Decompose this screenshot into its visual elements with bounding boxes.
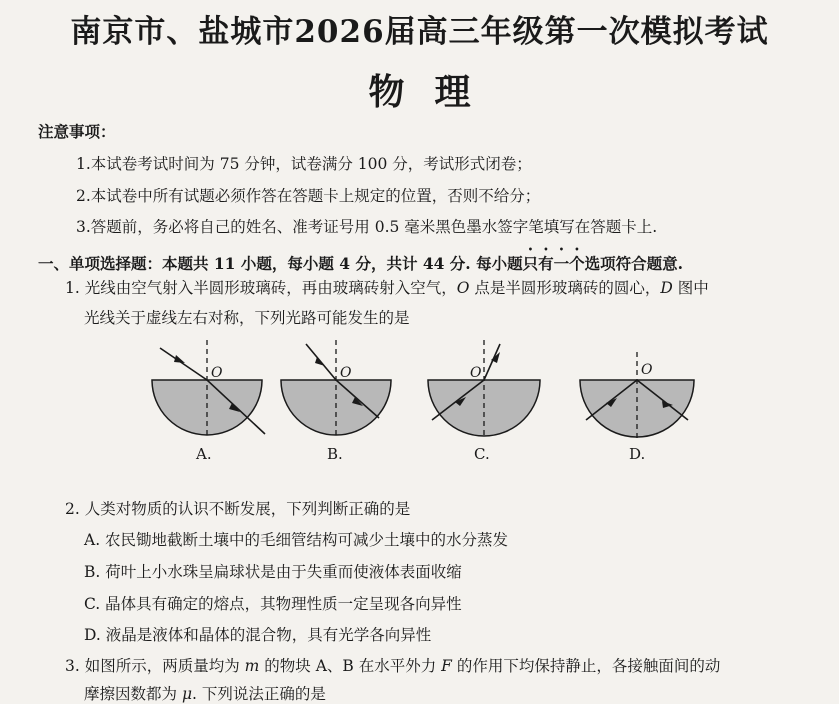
figure-d-label: D. <box>629 445 646 463</box>
figure-a-label: A. <box>196 445 212 463</box>
figure-b-arrow-1 <box>315 357 325 366</box>
q1-var-o: O <box>456 279 470 297</box>
section-heading-emphasis: 只有一个 <box>522 254 585 273</box>
notice-item-2: 2.本试卷中所有试题必须作答在答题卡上规定的位置，否则不给分； <box>76 187 541 205</box>
section-heading <box>38 244 683 274</box>
question-3-line-1 <box>65 654 720 676</box>
q3-text-d: 摩擦因数都为 <box>84 685 182 703</box>
exam-title: 南京市、盐城市2026届高三年级第一次模拟考试 <box>70 14 769 50</box>
section-heading-text: 一、单项选择题：本题共 11 小题，每小题 4 分，共计 44 分. 每小题 <box>38 254 523 273</box>
figure-c-label: C. <box>474 445 490 463</box>
section-heading-tail: 选项符合题意. <box>584 254 684 273</box>
figure-b-label: B. <box>327 445 343 463</box>
optics-figures <box>0 330 839 470</box>
q1-text-a: 1. 光线由空气射入半圆形玻璃砖，再由玻璃砖射入空气， <box>65 279 457 297</box>
q3-text-b: 的物块 A、B 在水平外力 <box>259 657 442 675</box>
figure-a-arrow-1 <box>174 355 185 363</box>
question-2-option-a: A. 农民锄地截断土壤中的毛细管结构可减少土壤中的水分蒸发 <box>84 531 509 549</box>
figure-a <box>152 340 265 463</box>
notice-item-3: 3.答题前，务必将自己的姓名、准考证号用 0.5 毫米黑色墨水签字笔填写在答题卡上. <box>76 218 658 236</box>
question-3-line-2 <box>84 682 326 704</box>
question-1-line-1 <box>65 276 709 298</box>
q1-text-c: 图中 <box>672 279 709 297</box>
figure-c <box>428 340 540 463</box>
q3-var-f: F <box>441 657 452 675</box>
figure-a-incident-ray <box>160 348 207 380</box>
figure-c-refracted-ray <box>484 344 500 380</box>
figure-d <box>580 352 694 463</box>
figure-d-point-o: O <box>641 362 653 378</box>
figure-b <box>281 340 391 463</box>
figure-b-point-o: O <box>340 365 352 381</box>
notice-heading: 注意事项： <box>38 122 116 141</box>
notice-item-1: 1.本试卷考试时间为 75 分钟，试卷满分 100 分，考试形式闭卷； <box>76 155 532 173</box>
q1-text-b: 点是半圆形玻璃砖的圆心， <box>469 279 661 297</box>
question-2-stem: 2. 人类对物质的认识不断发展，下列判断正确的是 <box>65 500 411 518</box>
q3-var-mu: μ <box>181 685 193 703</box>
question-2-option-b: B. 荷叶上小水珠呈扁球状是由于失重而使液体表面收缩 <box>84 563 462 581</box>
question-2-option-d: D. 液晶是液体和晶体的混合物，具有光学各向异性 <box>84 626 432 644</box>
question-2-option-c: C. 晶体具有确定的熔点，其物理性质一定呈现各向异性 <box>84 595 462 613</box>
q3-text-e: . 下列说法正确的是 <box>192 685 326 703</box>
question-1-line-2: 光线关于虚线左右对称，下列光路可能发生的是 <box>84 309 410 327</box>
figure-c-point-o: O <box>470 365 482 381</box>
q3-text-c: 的作用下均保持静止，各接触面间的动 <box>451 657 721 675</box>
q3-text-a: 3. 如图所示，两质量均为 <box>65 657 245 675</box>
figure-a-point-o: O <box>211 365 223 381</box>
q1-var-d: D <box>660 279 673 297</box>
q3-var-m: m <box>244 657 260 675</box>
subject-title: 物理 <box>368 71 501 113</box>
